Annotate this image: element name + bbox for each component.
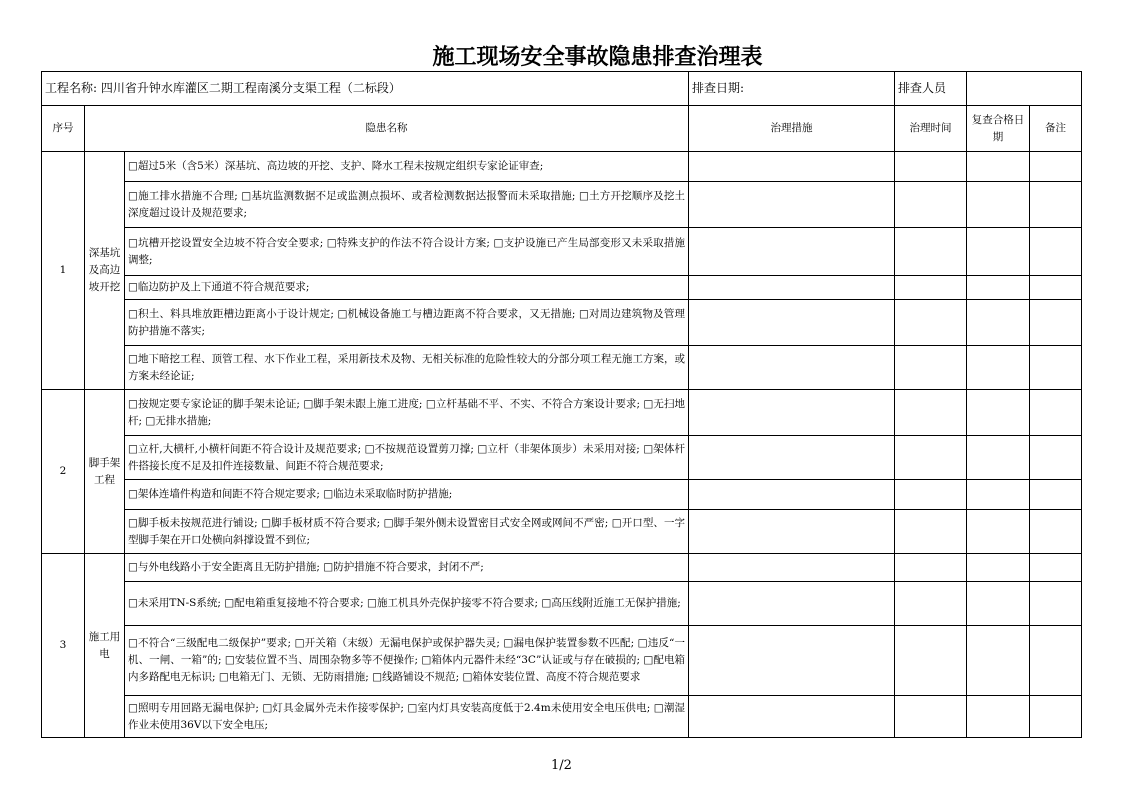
col-hazard-header: 隐患名称 (85, 106, 689, 152)
table-row (42, 390, 1082, 436)
remark-cell (1030, 276, 1082, 300)
time-cell (895, 626, 967, 696)
check-date-label: 排查日期: (689, 72, 895, 106)
time-cell (895, 346, 967, 390)
table-row (42, 228, 1082, 276)
measure-cell (689, 626, 895, 696)
hazard-item: □地下暗挖工程、顶管工程、水下作业工程，采用新技术及物、无相关标准的危险性较大的分部分项工程无施工方案，或方案未经论证; (125, 346, 689, 390)
table-row (42, 300, 1082, 346)
page-number: 1/2 (551, 758, 572, 773)
table-row (42, 626, 1082, 696)
recheck-cell (967, 228, 1030, 276)
measure-cell (689, 696, 895, 738)
table-row (42, 480, 1082, 510)
remark-cell (1030, 696, 1082, 738)
group-number: 3 (42, 554, 85, 738)
measure-cell (689, 182, 895, 228)
measure-cell (689, 300, 895, 346)
measure-cell (689, 346, 895, 390)
measure-cell (689, 276, 895, 300)
remark-cell (1030, 554, 1082, 582)
column-header-row (42, 106, 1082, 152)
project-cell (42, 72, 689, 106)
group-number: 1 (42, 152, 85, 390)
hazard-item: □积土、料具堆放距槽边距离小于设计规定; □机械设备施工与槽边距离不符合要求，又无措施; □对周边建筑物及管理防护措施不落实; (125, 300, 689, 346)
time-cell (895, 696, 967, 738)
hazard-item: □超过5米（含5米）深基坑、高边坡的开挖、支护、降水工程未按规定组织专家论证审查; (125, 152, 689, 182)
col-time-header: 治理时间 (895, 106, 967, 152)
time-cell (895, 300, 967, 346)
remark-cell (1030, 626, 1082, 696)
hazard-item: □按规定要专家论证的脚手架未论证; □脚手架未跟上施工进度; □立杆基础不平、不实、不符合方案设计要求; □无扫地杆; □无排水措施; (125, 390, 689, 436)
remark-cell (1030, 152, 1082, 182)
remark-cell (1030, 228, 1082, 276)
col-recheck-header: 复查合格日期 (967, 106, 1030, 152)
recheck-cell (967, 182, 1030, 228)
table-row (42, 582, 1082, 626)
recheck-cell (967, 696, 1030, 738)
inspector-value (967, 72, 1082, 106)
recheck-cell (967, 346, 1030, 390)
measure-cell (689, 510, 895, 554)
table-row (42, 152, 1082, 182)
table-row (42, 276, 1082, 300)
hazard-item: □坑槽开挖设置安全边坡不符合安全要求; □特殊支护的作法不符合设计方案; □支护设施已产生局部变形又未采取措施调整; (125, 228, 689, 276)
remark-cell (1030, 182, 1082, 228)
group-category: 施工用电 (85, 554, 125, 738)
hazard-item: □施工排水措施不合理; □基坑监测数据不足或监测点损坏、或者检测数据达报警而未采取措施; □土方开挖顺序及挖土深度超过设计及规范要求; (125, 182, 689, 228)
measure-cell (689, 390, 895, 436)
remark-cell (1030, 346, 1082, 390)
remark-cell (1030, 390, 1082, 436)
time-cell (895, 276, 967, 300)
remark-cell (1030, 480, 1082, 510)
recheck-cell (967, 626, 1030, 696)
hazard-item: □不符合“三级配电二级保护”要求; □开关箱（末级）无漏电保护或保护器失灵; □漏电保护装置参数不匹配; □违反“一机、一闸、一箱”的; □安装位置不当、周围杂物多等不便操作; □箱体内元器件未经“3C”认证或与存在破损的; □配电箱内多路配电无标识; □电箱无门、无锁、无防雨措施; □线路铺设不规范; □箱体安装位置、高度不符合规范要求 (125, 626, 689, 696)
hazard-table (41, 71, 1082, 738)
table-row (42, 436, 1082, 480)
hazard-item: □与外电线路小于安全距离且无防护措施; □防护措施不符合要求，封闭不严; (125, 554, 689, 582)
col-measure-header: 治理措施 (689, 106, 895, 152)
measure-cell (689, 554, 895, 582)
remark-cell (1030, 582, 1082, 626)
hazard-item: □临边防护及上下通道不符合规范要求; (125, 276, 689, 300)
table-row (42, 182, 1082, 228)
remark-cell (1030, 510, 1082, 554)
time-cell (895, 582, 967, 626)
measure-cell (689, 152, 895, 182)
table-row (42, 696, 1082, 738)
recheck-cell (967, 510, 1030, 554)
time-cell (895, 152, 967, 182)
inspector-label: 排查人员 (895, 72, 967, 106)
group-number: 2 (42, 390, 85, 554)
time-cell (895, 182, 967, 228)
measure-cell (689, 480, 895, 510)
page-title: 施工现场安全事故隐患排查治理表 (432, 45, 763, 70)
recheck-cell (967, 436, 1030, 480)
hazard-item: □架体连墙件构造和间距不符合规定要求; □临边未采取临时防护措施; (125, 480, 689, 510)
table-row (42, 346, 1082, 390)
recheck-cell (967, 276, 1030, 300)
recheck-cell (967, 390, 1030, 436)
hazard-item: □脚手板未按规范进行铺设; □脚手板材质不符合要求; □脚手架外侧未设置密目式安全网或网间不严密; □开口型、一字型脚手架在开口处横向斜撑设置不到位; (125, 510, 689, 554)
remark-cell (1030, 300, 1082, 346)
time-cell (895, 390, 967, 436)
time-cell (895, 480, 967, 510)
project-row (42, 72, 1082, 106)
time-cell (895, 510, 967, 554)
group-category: 脚手架工程 (85, 390, 125, 554)
hazard-item: □未采用TN-S系统; □配电箱重复接地不符合要求; □施工机具外壳保护接零不符合要求; □高压线附近施工无保护措施; (125, 582, 689, 626)
measure-cell (689, 228, 895, 276)
recheck-cell (967, 480, 1030, 510)
time-cell (895, 228, 967, 276)
time-cell (895, 436, 967, 480)
recheck-cell (967, 554, 1030, 582)
measure-cell (689, 582, 895, 626)
hazard-item: □立杆,大横杆,小横杆间距不符合设计及规范要求; □不按规范设置剪刀撑; □立杆（非架体顶步）未采用对接; □架体杆件搭接长度不足及扣件连接数量、间距不符合规范要求; (125, 436, 689, 480)
table-row (42, 554, 1082, 582)
measure-cell (689, 436, 895, 480)
recheck-cell (967, 582, 1030, 626)
col-remark-header: 备注 (1030, 106, 1082, 152)
col-no-header: 序号 (42, 106, 85, 152)
time-cell (895, 554, 967, 582)
project-label: 工程名称: (45, 81, 98, 95)
remark-cell (1030, 436, 1082, 480)
hazard-item: □照明专用回路无漏电保护; □灯具金属外壳未作接零保护; □室内灯具安装高度低于2.4m未使用安全电压供电; □潮湿作业未使用36V以下安全电压; (125, 696, 689, 738)
recheck-cell (967, 152, 1030, 182)
table-row (42, 510, 1082, 554)
group-category: 深基坑及高边坡开挖 (85, 152, 125, 390)
project-name: 四川省升钟水库灌区二期工程南溪分支渠工程（二标段） (100, 81, 401, 95)
recheck-cell (967, 300, 1030, 346)
